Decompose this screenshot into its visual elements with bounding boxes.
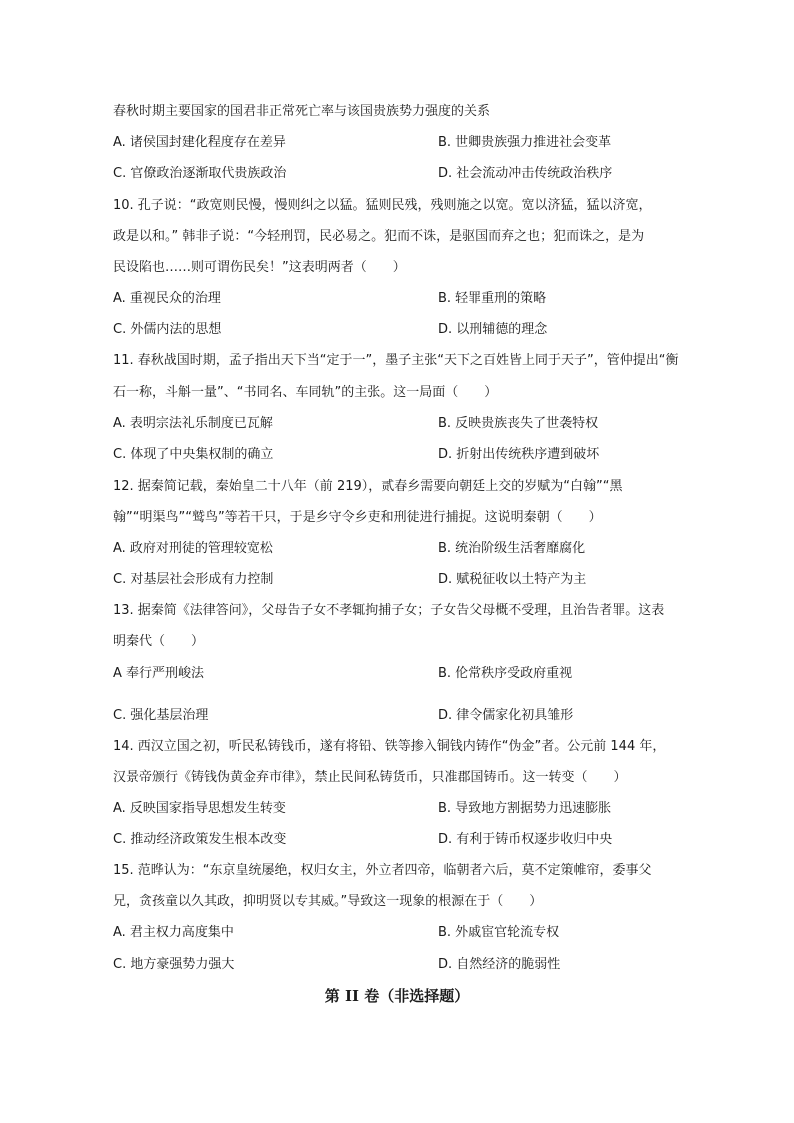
q14-option-b: B. 导致地方割据势力迅速膨胀 [438,801,612,816]
q13-option-c: C. 强化基层治理 [113,708,209,723]
q12-option-a: A. 政府对刑徒的管理较宽松 [113,541,273,556]
q9-stem: 春秋时期主要国家的国君非正常死亡率与该国贵族势力强度的关系 [113,104,491,119]
q15-stem-line-2: 兄，贪孩童以久其政，抑明贤以专其威。”导致这一现象的根源在于（ ） [113,894,543,909]
q9-option-b: B. 世卿贵族强力推进社会变革 [438,135,612,150]
q14-stem-line-2: 汉景帝颁行《铸钱伪黄金弃市律》，禁止民间私铸货币，只准郡国铸币。这一转变（ ） [113,770,627,785]
q13-stem-line-1: 13. 据秦简《法律答问》，父母告子女不孝辄拘捕子女；子女告父母概不受理，且治告者罪。这表 [113,603,665,618]
q14-option-a: A. 反映国家指导思想发生转变 [113,801,286,816]
q11-stem-line-2: 石一称，斗斛一量”、“书同名、车同轨”的主张。这一局面（ ） [113,385,498,400]
q15-stem-line-1: 15. 范晔认为：“东京皇统屡绝，权归女主，外立者四帝，临朝者六后，莫不定策帷帘，委事父 [113,863,652,878]
q15-option-d: D. 自然经济的脆弱性 [438,957,561,972]
q12-stem-line-1: 12. 据秦简记载，秦始皇二十八年（前 219），贰春乡需要向朝廷上交的岁赋为“白翰”“黑 [113,479,623,494]
q13-option-d: D. 律令儒家化初具雏形 [438,708,574,723]
q15-option-b: B. 外戚宦官轮流专权 [438,925,560,940]
q9-option-c: C. 官僚政治逐渐取代贵族政治 [113,166,287,181]
q11-option-c: C. 体现了中央集权制的确立 [113,447,274,462]
q10-stem-line-3: 民设陷也……则可谓伤民矣！”这表明两者（ ） [113,260,406,275]
q14-stem-line-1: 14. 西汉立国之初，听民私铸钱币，遂有将铅、铁等掺入铜钱内铸作“伪金”者。公元前 144 年， [113,739,666,754]
q10-option-b: B. 轻罪重刑的策略 [438,291,547,306]
q13-option-b: B. 伦常秩序受政府重视 [438,666,573,681]
q12-option-d: D. 赋税征收以土特产为主 [438,572,587,587]
q13-option-a: A 奉行严刑峻法 [113,666,205,681]
q9-option-a: A. 诸侯国封建化程度存在差异 [113,135,286,150]
q11-option-d: D. 折射出传统秩序遭到破坏 [438,447,600,462]
q10-option-a: A. 重视民众的治理 [113,291,221,306]
q10-stem-line-2: 政是以和。” 韩非子说：“今轻刑罚，民必易之。犯而不诛，是驱国而弃之也；犯而诛之，是为 [113,229,645,244]
q10-stem-line-1: 10. 孔子说：“政宽则民慢，慢则纠之以猛。猛则民残，残则施之以宽。宽以济猛，猛以济宽， [113,198,652,213]
q10-option-c: C. 外儒内法的思想 [113,322,222,337]
q12-option-c: C. 对基层社会形成有力控制 [113,572,274,587]
q13-stem-line-2: 明秦代（ ） [113,634,205,649]
section-2-title: 第 II 卷（非选择题） [324,987,470,1005]
q11-option-b: B. 反映贵族丧失了世袭特权 [438,416,599,431]
q15-option-c: C. 地方豪强势力强大 [113,957,235,972]
q12-stem-line-2: 翰”“明渠鸟”“鹫鸟”等若干只，于是乡守令乡吏和刑徒进行捕捉。这说明秦朝（ ） [113,510,602,525]
q12-option-b: B. 统治阶级生活奢靡腐化 [438,541,586,556]
q11-option-a: A. 表明宗法礼乐制度已瓦解 [113,416,273,431]
q11-stem-line-1: 11. 春秋战国时期，孟子指出天下当“定于一”，墨子主张“天下之百姓皆上同于天子”，管仲提出“衡 [113,353,679,368]
q10-option-d: D. 以刑辅德的理念 [438,322,548,337]
q14-option-c: C. 推动经济政策发生根本改变 [113,832,287,847]
q9-option-d: D. 社会流动冲击传统政治秩序 [438,166,613,181]
q14-option-d: D. 有利于铸币权逐步收归中央 [438,832,613,847]
q15-option-a: A. 君主权力高度集中 [113,925,234,940]
